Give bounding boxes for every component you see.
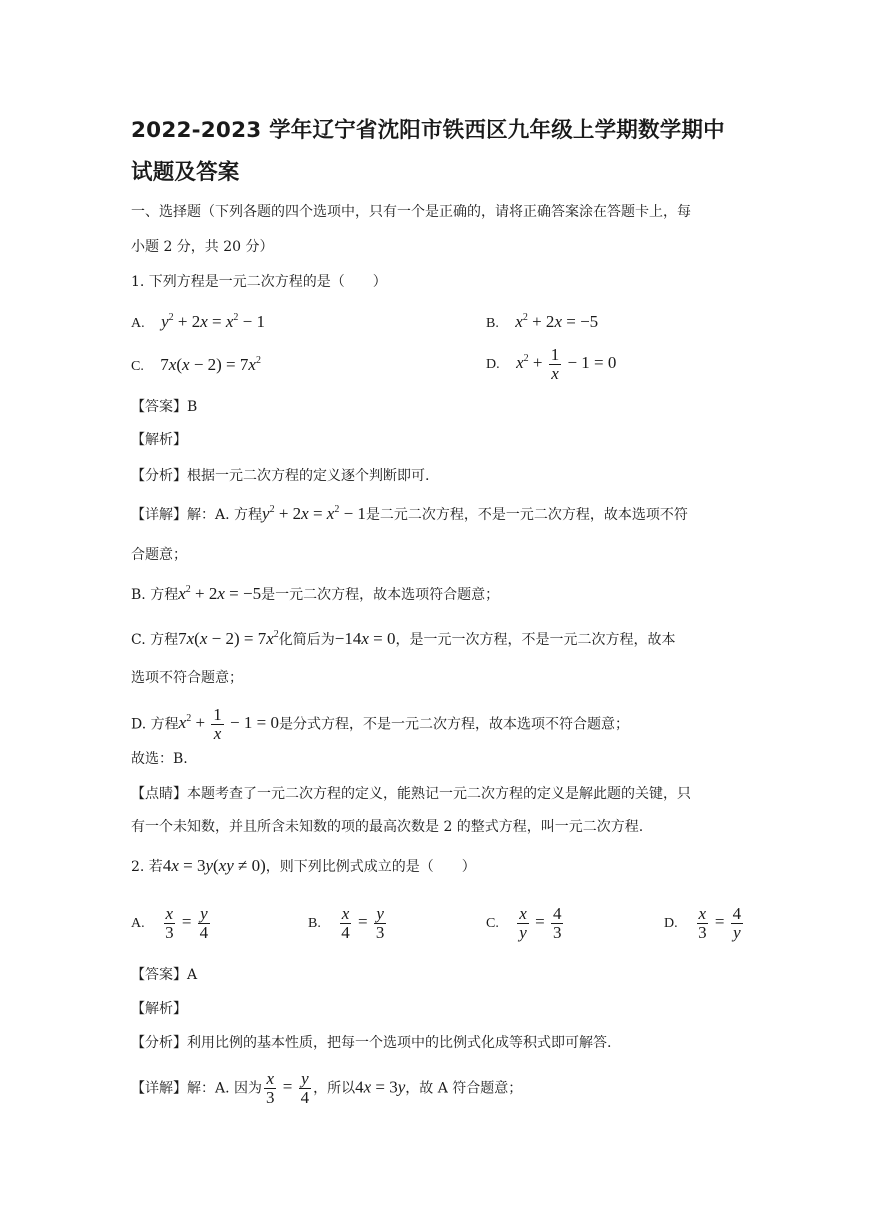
- section-header-line-1: 一、选择题（下列各题的四个选项中，只有一个是正确的，请将正确答案涂在答题卡上，每: [131, 204, 691, 220]
- q1-option-b-label: B.: [486, 316, 499, 331]
- fraction: $\frac{x}{y}$: [519, 904, 527, 942]
- fenxi-text: 利用比例的基本性质，把每一个选项中的比例式化成等积式即可解答.: [187, 1035, 612, 1051]
- q2-fenxi: [131, 1033, 611, 1053]
- detail-pre: 解：A. 因为: [187, 1080, 263, 1097]
- question-2-stem: [131, 856, 476, 877]
- q1-dianjing-2: 有一个未知数，并且所含未知数的项的最高次数是 2 的整式方程，叫一元二次方程.: [131, 819, 644, 835]
- q1-detail-a-cont: 合题意；: [131, 547, 187, 563]
- q2-option-a-math: $\frac{x}{3}$ = $\frac{y}{4}$: [165, 904, 209, 942]
- answer-value: B: [187, 399, 198, 415]
- fraction: $\frac{4}{y}$: [732, 904, 742, 942]
- q2-option-c: [486, 905, 565, 942]
- answer-tag: 【答案】: [131, 967, 187, 983]
- dianjing-text-1: 本题考查了一元二次方程的定义，能熟记一元二次方程的定义是解此题的关键，只: [187, 786, 691, 802]
- detail-a-pre: 解：A. 方程: [187, 507, 263, 523]
- q1-detail-c: [131, 629, 676, 650]
- fenxi-text: 根据一元二次方程的定义逐个判断即可.: [187, 468, 430, 484]
- fraction: $\frac{1}{x}$: [550, 345, 560, 383]
- q1-fenxi: [131, 466, 429, 486]
- detail-a-post: 是二元二次方程，不是一元二次方程，故本选项不符: [365, 507, 688, 523]
- q1-detail-b: [131, 584, 499, 605]
- fraction: $\frac{x}{4}$: [341, 904, 350, 942]
- document-title-line-1: 2022-2023 学年辽宁省沈阳市铁西区九年级上学期数学期中: [131, 118, 725, 143]
- detail-b-math: $x^2 + 2x = -5$: [178, 584, 262, 603]
- dianjing-tag: 【点睛】: [131, 786, 187, 802]
- answer-value: A: [187, 967, 198, 983]
- detail-math-2: 4x = 3y: [355, 1077, 406, 1097]
- q2-option-c-math: $\frac{x}{y}$ = $\frac{4}{3}$: [519, 904, 562, 942]
- detail-a-math: $y^2 + 2x = x^2 - 1$: [262, 504, 366, 523]
- q1-detail-c-cont: 选项不符合题意；: [131, 670, 243, 686]
- fraction: $\frac{4}{3}$: [552, 904, 562, 942]
- q2-option-b-math: $\frac{x}{4}$ = $\frac{y}{3}$: [341, 904, 385, 942]
- fraction: $\frac{y}{3}$: [375, 904, 385, 942]
- q2-option-a-label: A.: [131, 916, 145, 932]
- q1-choose: 故选：B.: [131, 751, 188, 767]
- detail-b-post: 是一元二次方程，故本选项符合题意；: [261, 587, 500, 603]
- detail-b-pre: B. 方程: [131, 587, 179, 603]
- detail-c-mid: 化简后为: [278, 632, 335, 648]
- detail-tag: 【详解】: [131, 507, 187, 523]
- q1-dianjing-1: [131, 784, 691, 804]
- fraction: $\frac{y}{4}$: [199, 904, 209, 942]
- q2-stem-math: 4x = 3y(xy ≠ 0): [162, 856, 266, 875]
- q2-option-a: [131, 905, 212, 942]
- detail-d-post: 是分式方程，不是一元二次方程，故本选项不符合题意；: [278, 716, 629, 733]
- fenxi-tag: 【分析】: [131, 468, 187, 484]
- fraction: $\frac{y}{4}$: [300, 1069, 310, 1107]
- q1-option-c-math: $7x(x - 2) = 7x^2$: [160, 355, 261, 374]
- detail-mid: ，所以: [313, 1080, 356, 1097]
- q2-option-b-label: B.: [308, 916, 321, 932]
- detail-c-pre: C. 方程: [131, 632, 179, 648]
- question-1-stem: 1. 下列方程是一元二次方程的是（ ）: [131, 274, 387, 290]
- q1-option-b-math: $x^2 + 2x = -5$: [515, 312, 599, 331]
- q1-option-a-math: $y^2 + 2x = x^2 - 1$: [161, 312, 265, 331]
- q2-option-d-label: D.: [664, 916, 678, 932]
- q1-answer: [131, 397, 197, 417]
- fraction: $\frac{x}{3}$: [266, 1069, 275, 1107]
- q1-option-b: [486, 312, 598, 334]
- fraction: $\frac{x}{3}$: [165, 904, 174, 942]
- q1-detail-a: [131, 504, 688, 525]
- fenxi-tag: 【分析】: [131, 1035, 187, 1051]
- section-header-line-2: 小题 2 分，共 20 分）: [131, 239, 274, 255]
- detail-math-1: $\frac{x}{3}$ = $\frac{y}{4}$: [266, 1069, 310, 1107]
- q1-option-d-math: $x^2$ + $\frac{1}{x}$ − 1 = 0: [516, 345, 617, 383]
- detail-post: ，故 A 符合题意；: [405, 1080, 523, 1097]
- q1-analysis-tag: 【解析】: [131, 432, 187, 448]
- document-title-line-2: 试题及答案: [131, 160, 240, 185]
- q2-detail: [131, 1070, 522, 1107]
- q1-detail-d: [131, 706, 629, 743]
- q1-option-c: [131, 355, 261, 377]
- q1-option-c-label: C.: [131, 359, 144, 374]
- fraction: $\frac{1}{x}$: [213, 705, 222, 743]
- q1-option-d-label: D.: [486, 357, 500, 373]
- detail-c-post: ，是一元一次方程，不是一元二次方程，故本: [395, 632, 676, 648]
- answer-tag: 【答案】: [131, 399, 187, 415]
- q2-analysis-tag: 【解析】: [131, 1001, 187, 1017]
- q2-option-d-math: $\frac{x}{3}$ = $\frac{4}{y}$: [698, 904, 742, 942]
- q2-option-b: [308, 905, 388, 942]
- q2-answer: [131, 965, 197, 985]
- detail-c-math-1: $7x(x - 2) = 7x^2$: [178, 629, 279, 648]
- q2-option-c-label: C.: [486, 916, 499, 932]
- q2-option-d: [664, 905, 745, 942]
- q2-stem-post: ，则下列比例式成立的是（ ）: [265, 859, 476, 875]
- detail-tag: 【详解】: [131, 1080, 187, 1097]
- detail-c-math-2: −14x = 0: [334, 629, 396, 648]
- q1-option-a-label: A.: [131, 316, 145, 331]
- q1-option-a: [131, 312, 265, 334]
- detail-d-pre: D. 方程: [131, 716, 179, 733]
- q2-stem-pre: 2. 若: [131, 859, 163, 875]
- detail-d-math: $x^2$ + $\frac{1}{x}$ − 1 = 0: [178, 705, 279, 743]
- q1-option-d: [486, 346, 616, 383]
- fraction: $\frac{x}{3}$: [698, 904, 707, 942]
